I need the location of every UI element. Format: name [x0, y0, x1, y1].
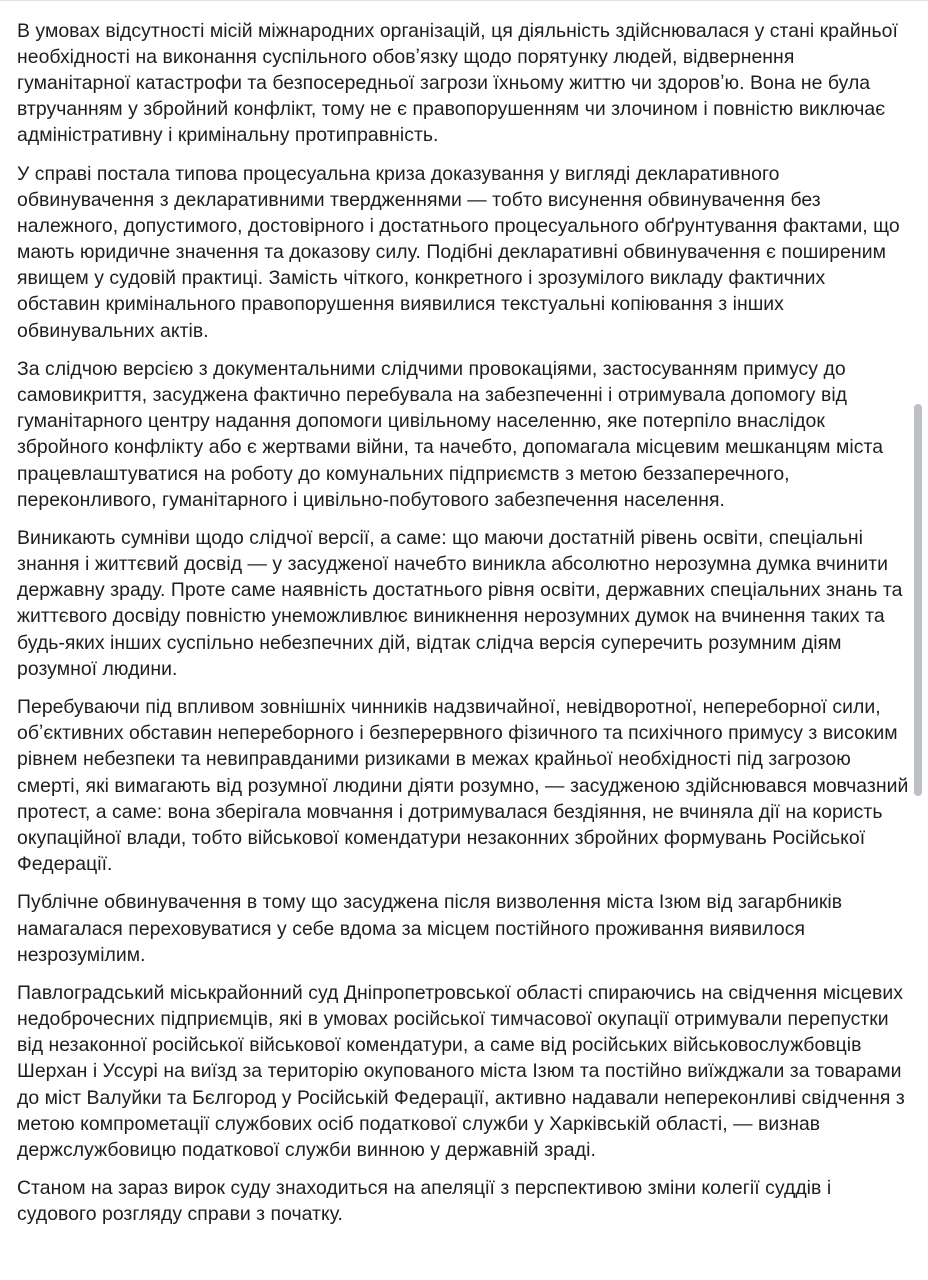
scrollbar-thumb[interactable] — [914, 404, 922, 796]
post-paragraph-6: Публічне обвинувачення в тому що засуджена після визволення міста Ізюм від загарбників намагалася переховуватися у себе вдома за місцем постійного проживання виявилося незрозумілим. — [17, 891, 843, 966]
post-paragraph-7: Павлоградський міськрайонний суд Дніпропетровської області спираючись на свідчення місцевих недоброчесних підприємців, які в умовах російської тимчасової окупації отримували перепустки від незаконної російської військової комендатури, а саме від російських військовослужбовців Шерхан і Уссурі на виїзд за територію окупованого міста Ізюм та постійно виїжджали за товарами до міст Валуйки та Бєлгород у Російській Федерації, активно надавали непереконливі свідчення з метою компрометації службових осіб податкової служби у Харківській області, — визнав держслужбовицю податкової служби винною у державній зраді. — [17, 982, 905, 1161]
post-paragraph-1: В умовах відсутності місій міжнародних організацій, ця діяльність здійснювалася у стані крайньої необхідності на виконання суспільного обовʼязку щодо порятунку людей, відвернення гуманітарної катастрофи та безпосередньої загрози їхньому життю чи здоровʼю. Вона не була втручанням у збройний конфлікт, тому не є правопорушенням чи злочином і повністю виключає адміністративну і кримінальну протиправність. — [17, 20, 898, 147]
post-paragraph-4: Виникають сумніви щодо слідчої версії, а саме: що маючи достатній рівень освіти, спеціальні знання і життєвий досвід — у засудженої начебто виникла абсолютно нерозумна думка вчинити державну зраду. Проте саме наявність достатнього рівня освіти, державних спеціальних знань та життєвого досвіду повністю унеможливлює виникнення нерозумних думок на вчинення таких та будь-яких інших суспільно небезпечних дій, відтак слідча версія суперечить розумним діям розумної людини. — [17, 527, 903, 680]
post-paragraph-5: Перебуваючи під впливом зовнішніх чинників надзвичайної, невідворотної, непереборної сили, обʼєктивних обставин непереборного і безперервного фізичного та психічного примусу з високим рівнем небезпеки та невиправданими ризиками в межах крайньої необхідності під загрозою смерті, які вимагають від розумної людини діяти розумно, — засудженою здійснювався мовчазний протест, а саме: вона зберігала мовчання і дотримувалася бездіяння, не вчиняла дії на користь окупаційної влади, тобто військової комендатури незаконних збройних формувань Російської Федерації. — [17, 696, 909, 875]
post-paragraph-3: За слідчою версією з документальними слідчими провокаціями, застосуванням примусу до самовикриття, засуджена фактично перебувала на забезпеченні і отримувала допомогу від гуманітарного центру надання допомоги цивільному населенню, яке потерпіло внаслідок збройного конфлікту або є жертвами війни, та начебто, допомагала місцевим мешканцям міста працевлаштуватися на роботу до комунальних підприємств з метою беззаперечного, переконливого, гуманітарного і цивільно-побутового забезпечення населення. — [17, 358, 884, 511]
post-paragraph-2: У справі постала типова процесуальна криза доказування у вигляді декларативного обвинувачення з декларативними твердженнями — тобто висунення обвинувачення без належного, допустимого, достовірного і достатнього процесуального обґрунтування фактами, що мають юридичне значення та доказову силу. Подібні декларативні обвинувачення є поширеним явищем у судовій практиці. Замість чіткого, конкретного і зрозумілого викладу фактичних обставин кримінального правопорушення виявилися текстуальні копіювання з інших обвинувальних актів. — [17, 162, 900, 342]
post-body-text — [17, 18, 909, 1240]
post-paragraph-8: Станом на зараз вирок суду знаходиться на апеляції з перспективою зміни колегії суддів і судового розгляду справи з початку. — [17, 1177, 832, 1226]
top-divider — [0, 0, 928, 1]
